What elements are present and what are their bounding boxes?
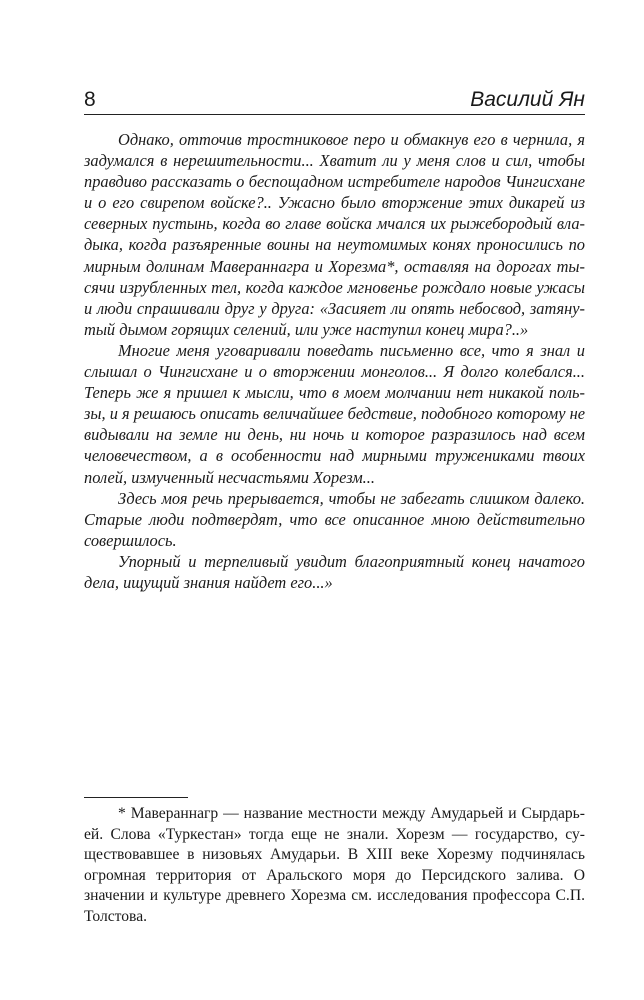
footnote-area bbox=[84, 797, 585, 927]
body-paragraph: Однако, отточив тростниковое перо и обмакнув его в чернила, я задумался в нерешительности... Хватит ли у меня слов и сил, чтобы правдиво рассказать о беспощадном истребителе народов Чингисхане и о его свирепом войске?.. Ужасно было вторжение этих дикарей из северных пустынь, когда во главе войска мчался их рыжебородый владыка, когда разъяренные воины на неутомимых конях проносились по мирным долинам Мавераннагра и Хорезма*, оставляя на дорогах тысячи изрубленных тел, когда каждое мгновенье рождало новые ужасы и люди спрашивали друг у друга: «Засияет ли опять небосвод, затянутый дымом горящих селений, или уже наступил конец мира?..» bbox=[84, 130, 585, 339]
footnote-text: * Мавераннагр — название местности между Амударьей и Сырдарьей. Слова «Туркестан» тогда еще не знали. Хорезм — государство, существовавшее в низовьях Амударьи. В XIII веке Хорезму подчинялась огромная территория от Аральского моря до Персидского залива. О значении и культуре древнего Хорезма см. исследования профессора С.П. Толстова. bbox=[84, 805, 585, 925]
body-text bbox=[84, 129, 585, 593]
body-paragraph: Упорный и терпеливый увидит благоприятный конец начатого дела, ищущий знания найдет его...» bbox=[84, 551, 585, 592]
footnote-divider bbox=[84, 797, 188, 798]
running-head bbox=[84, 88, 585, 115]
book-page bbox=[84, 88, 585, 593]
running-head-author: Василий Ян bbox=[470, 88, 585, 111]
body-paragraph: Здесь моя речь прерывается, чтобы не забегать слишком далеко. Старые люди подтвердят, что все описанное мною действительно совершилось. bbox=[84, 488, 585, 550]
page-number: 8 bbox=[84, 88, 96, 111]
body-paragraph: Многие меня уговаривали поведать письменно все, что я знал и слышал о Чингисхане и о вторжении монголов... Я долго колебался... Теперь же я пришел к мысли, что в моем молчании нет никакой пользы, и я решаюсь описать величайшее бедствие, подобного которому не видывали на земле ни день, ни ночь и которое разразилось над всем человечеством, а в особенности над мирными тружениками твоих полей, измученный несчастьями Хорезм... bbox=[84, 340, 585, 487]
